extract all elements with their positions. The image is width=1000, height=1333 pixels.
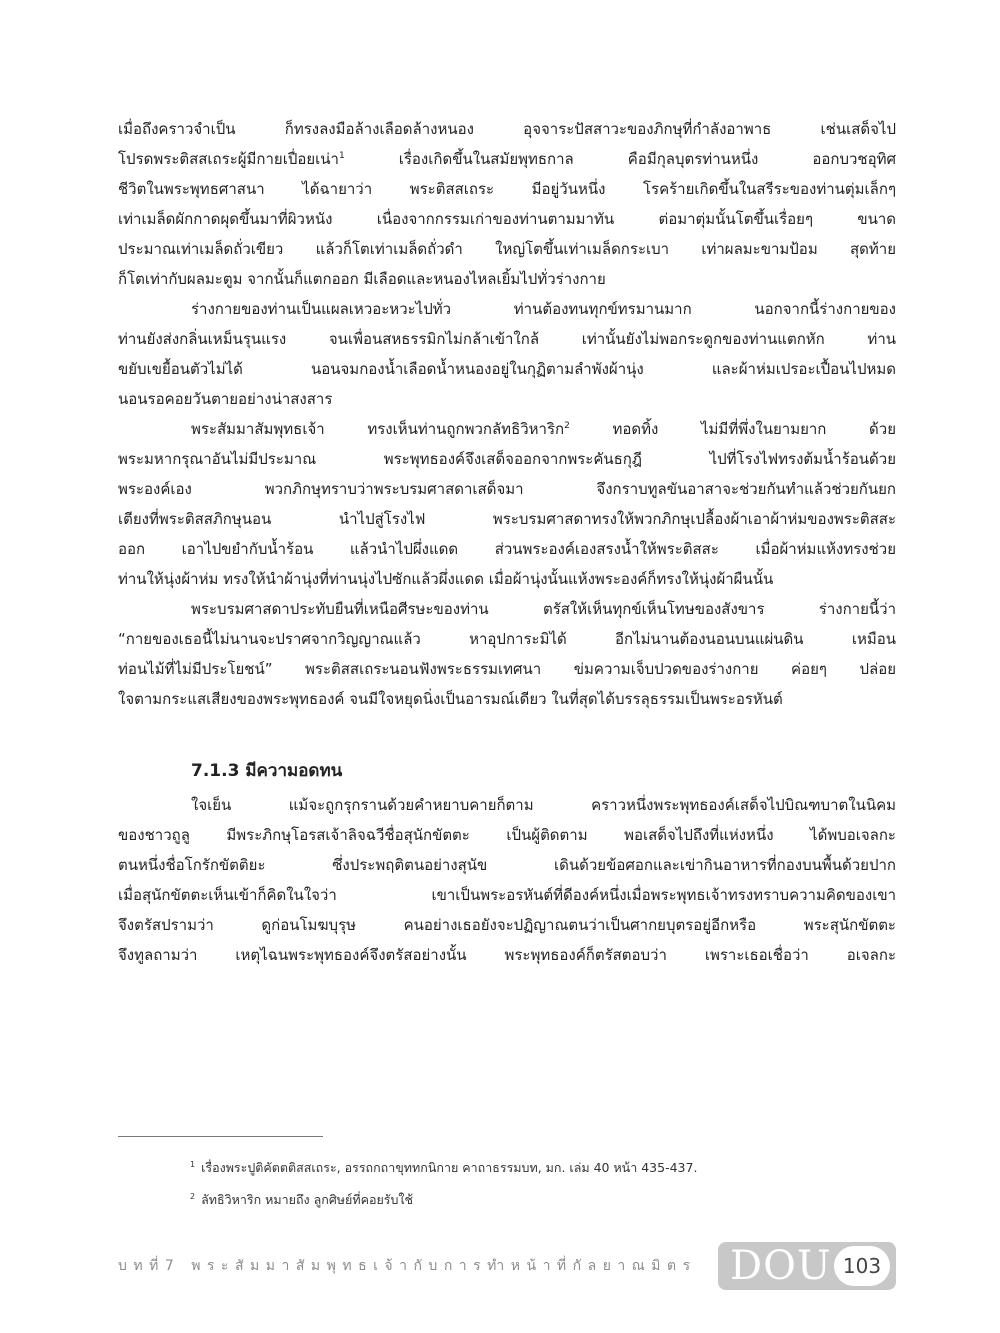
text-line: พระบรมศาสดาประทับยืนที่เหนือศีรษะของท่าน ตรัสให้เห็นทุกข์เห็นโทษของสังขาร ร่างกายนี้ว่า <box>191 600 896 618</box>
footnote-divider <box>118 1136 323 1137</box>
text-line <box>118 414 896 444</box>
text-line: ประมาณเท่าเมล็ดถั่วเขียว แล้วก็โตเท่าเมล็ดถั่วดำ ใหญ่โตขึ้นเท่าเมล็ดกระเบา เท่าผลมะขามป้อม สุดท้าย <box>118 240 896 258</box>
text-line: พระองค์เอง พวกภิกษุทราบว่าพระบรมศาสดาเสด็จมา จึงกราบทูลขันอาสาจะช่วยกันทำแล้วช่วยกันยก <box>118 480 896 498</box>
text-line: ใจตามกระแสเสียงของพระพุทธองค์ จนมีใจหยุดนิ่งเป็นอารมณ์เดียว ในที่สุดได้บรรลุธรรมเป็นพระอรหันต์ <box>118 690 783 708</box>
text-line: ก็โตเท่ากับผลมะตูม จากนั้นก็แตกออก มีเลือดและหนองไหลเยิ้มไปทั่วร่างกาย <box>118 270 606 288</box>
text-line: ใจเย็น แม้จะถูกรุกรานด้วยคำหยาบคายก็ตาม คราวหนึ่งพระพุทธองค์เสด็จไปบิณฑบาตในนิคม <box>191 796 896 814</box>
text-line: เมื่อถึงคราวจำเป็น ก็ทรงลงมือล้างเลือดล้างหนอง อุจจาระปัสสาวะของภิกษุที่กำลังอาพาธ เช่นเสด็จไป <box>118 120 896 138</box>
text-line <box>118 144 896 174</box>
text-segment: โปรดพระติสสเถระผู้มีกายเปื่อยเน่า <box>118 150 339 168</box>
text-line: เตียงที่พระติสสภิกษุนอน นำไปสู่โรงไฟ พระบรมศาสดาทรงให้พวกภิกษุเปลื้องผ้าเอาผ้าห่มของพระติสสะ <box>118 510 896 528</box>
text-line: ท่านยังส่งกลิ่นเหม็นรุนแรง จนเพื่อนสหธรรมิกไม่กล้าเข้าใกล้ เท่านั้นยังไม่พอกระดูกของท่านแตกหัก ท่าน <box>118 330 896 348</box>
text-segment: เรื่องเกิดขึ้นในสมัยพุทธกาล คือมีกุลบุตรท่านหนึ่ง ออกบวชอุทิศ <box>344 150 896 168</box>
text-line: ขยับเขยื้อนตัวไม่ได้ นอนจมกองน้ำเลือดน้ำหนองอยู่ในกุฏิตามลำพังผ้านุ่ง และผ้าห่มเปรอะเปื้อนไปหมด <box>118 360 896 378</box>
section-spacer <box>118 714 896 756</box>
dou-logo: DOU <box>730 1243 832 1289</box>
text-line: ของชาวถูลู มีพระภิกษุโอรสเจ้าลิจฉวีชื่อสุนักขัตตะ เป็นผู้ติดตาม พอเสด็จไปถึงที่แห่งหนึ่ง ได้พบอเจลกะ <box>118 826 896 844</box>
text-line: ท่อนไม้ที่ไม่มีประโยชน์” พระติสสเถระนอนฟังพระธรรมเทศนา ข่มความเจ็บปวดของร่างกาย ค่อยๆ ปล่อย <box>118 660 896 678</box>
text-segment: พระสัมมาสัมพุทธเจ้า ทรงเห็นท่านถูกพวกลัทธิวิหาริก <box>191 420 565 438</box>
text-line: ร่างกายของท่านเป็นแผลเหวอะหวะไปทั่ว ท่านต้องทนทุกข์ทรมานมาก นอกจากนี้ร่างกายของ <box>191 300 896 318</box>
section-heading: 7.1.3 มีความอดทน <box>191 761 343 781</box>
footnote-number: 1 <box>190 1159 196 1169</box>
text-line: พระมหากรุณาอันไม่มีประมาณ พระพุทธองค์จึงเสด็จออกจากพระคันธกุฎี ไปที่โรงไฟทรงต้มน้ำร้อนด้วย <box>118 450 896 468</box>
text-line: นอนรอคอยวันตายอย่างน่าสงสาร <box>118 390 333 408</box>
footnote-number: 2 <box>190 1191 196 1201</box>
text-segment: ทอดทิ้ง ไม่มีที่พึ่งในยามยาก ด้วย <box>569 420 896 438</box>
text-line: เมื่อสุนักขัตตะเห็นเข้าก็คิดในใจว่า เขาเป็นพระอรหันต์ที่ดีองค์หนึ่งเมื่อพระพุทธเจ้าทรงทราบความคิดของเขา <box>118 886 896 904</box>
footnote-text: เรื่องพระปูติคัตตติสสเถระ, อรรถกถาขุททกนิกาย คาถาธรรมบท, มก. เล่ม 40 หน้า 435-437. <box>201 1160 698 1175</box>
footnote-ref[interactable]: 2 <box>564 421 570 431</box>
chapter-running-title: บทที่7 พระสัมมาสัมพุทธเจ้ากับการทำหน้าที่กัลยาณมิตร <box>118 1258 697 1274</box>
footnote-text: ลัทธิวิหาริก หมายถึง ลูกศิษย์ที่คอยรับใช้ <box>201 1192 414 1207</box>
text-line: ออก เอาไปขยำกับน้ำร้อน แล้วนำไปผึ่งแดด ส่วนพระองค์เองสรงน้ำให้พระติสสะ เมื่อผ้าห่มแห้งทรงช่วย <box>118 540 896 558</box>
text-line: เท่าเมล็ดผักกาดผุดขึ้นมาที่ผิวหนัง เนื่องจากกรรมเก่าของท่านตามมาทัน ต่อมาตุ่มนั้นโตขึ้นเรื่อยๆ ขนาด <box>118 210 896 228</box>
text-line: จึงตรัสปรามว่า ดูก่อนโมฆบุรุษ คนอย่างเธอยังจะปฏิญาณตนว่าเป็นศากยบุตรอยู่อีกหรือ พระสุนักขัตตะ <box>118 916 896 934</box>
footnote-1 <box>190 1158 697 1178</box>
footnote-ref[interactable]: 1 <box>338 151 345 161</box>
text-line: ตนหนึ่งชื่อโกรักขัตติยะ ซึ่งประพฤติตนอย่างสุนัข เดินด้วยข้อศอกและเข่ากินอาหารที่กองบนพื้นด้วยปาก <box>118 856 896 874</box>
page-number: 103 <box>834 1246 890 1286</box>
footnote-2 <box>190 1190 413 1210</box>
body-text <box>118 114 896 970</box>
text-line: จึงทูลถามว่า เหตุไฉนพระพุทธองค์จึงตรัสอย่างนั้น พระพุทธองค์ก็ตรัสตอบว่า เพราะเธอเชื่อว่า อเจลกะ <box>118 946 896 964</box>
text-line: “กายของเธอนี้ไม่นานจะปราศจากวิญญาณแล้ว หาอุปการะมิได้ อีกไม่นานต้องนอนบนแผ่นดิน เหมือน <box>118 630 896 648</box>
page-badge <box>718 1242 896 1290</box>
text-line: ชีวิตในพระพุทธศาสนา ได้ฉายาว่า พระติสสเถระ มีอยู่วันหนึ่ง โรคร้ายเกิดขึ้นในสรีระของท่านตุ่มเล็กๆ <box>118 180 896 198</box>
text-line: ท่านให้นุ่งผ้าห่ม ทรงให้นำผ้านุ่งที่ท่านนุ่งไปซักแล้วผึ่งแดด เมื่อผ้านุ่งนั้นแห้งพระองค์ก็ทรงให้นุ่งผ้าผืนนั้น <box>118 570 774 588</box>
